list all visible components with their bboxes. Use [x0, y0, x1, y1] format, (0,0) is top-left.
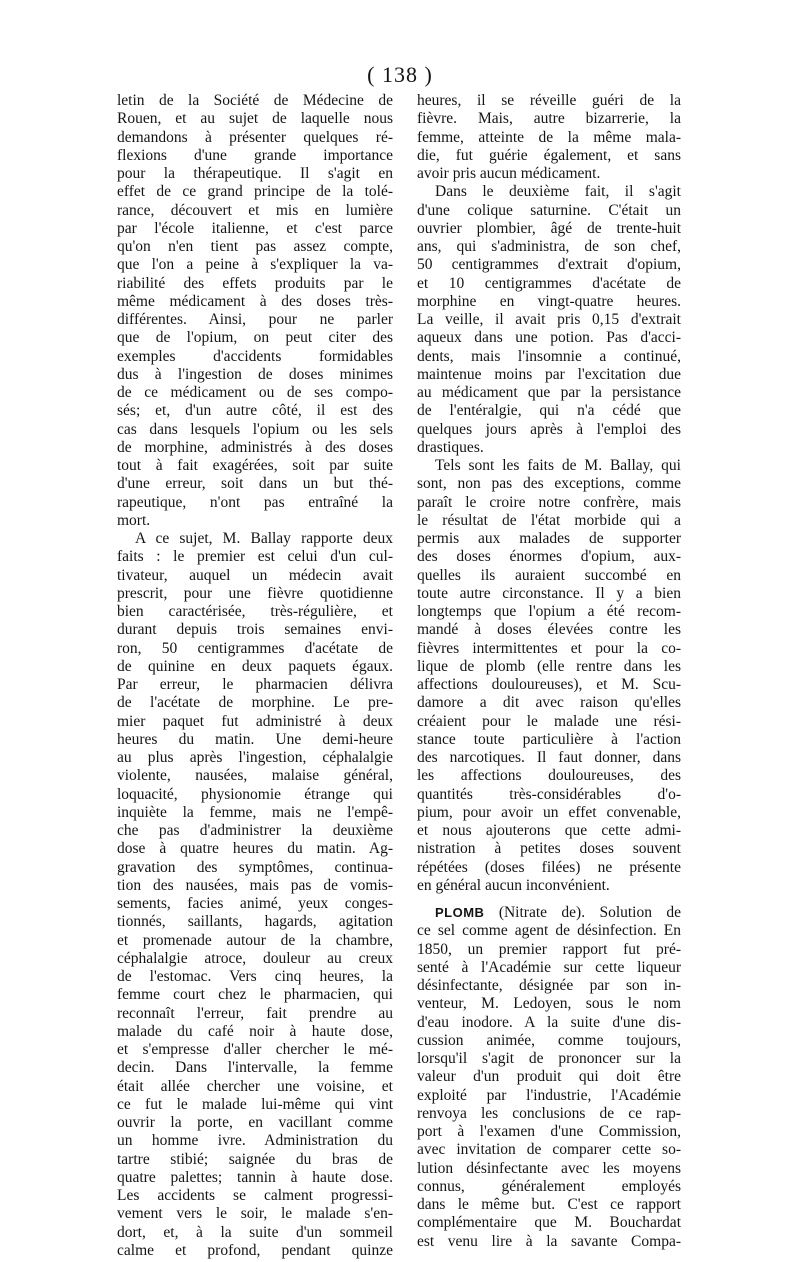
text-line: toute autre circonstance. Il y a bien — [417, 584, 681, 602]
text-line: femme, atteinte de la même mala- — [417, 128, 681, 146]
text-line: Rouen, et au sujet de laquelle nous — [117, 110, 393, 128]
text-line: tout à fait exagérées, soit par suite — [117, 457, 393, 474]
text-line: dus à l'ingestion de doses minimes — [117, 365, 393, 383]
text-line: de l'entéralgie, qui n'a cédé que — [417, 402, 681, 420]
text-line: des narcotiques. Il faut donner, dans — [417, 749, 681, 766]
page-number: ( 138 ) — [367, 62, 433, 87]
text-line: et 10 centigrammes d'acétate de — [417, 274, 681, 292]
text-line: ouvrier plombier, âgé de trente-huit — [417, 219, 681, 237]
text-line: tartre stibié; saignée du bras de — [117, 1150, 393, 1168]
text-line: mandé à doses élevées contre les — [417, 621, 681, 639]
text-line — [417, 904, 681, 922]
text-line: Dans le deuxième fait, il s'agit — [435, 183, 681, 201]
text-line: bien caractérisée, très-régulière, et — [117, 603, 393, 620]
text-line: maintenue moins par l'excitation due — [417, 365, 681, 383]
text-line: un homme ivre. Administration du — [117, 1132, 393, 1150]
text-line: rance, découvert et mis en lumière — [117, 201, 393, 219]
text-line: A ce sujet, M. Ballay rapporte deux — [135, 530, 393, 547]
text-line: loquacité, physionomie étrange qui — [117, 785, 393, 803]
text-line: avoir pris aucun médicament. — [417, 165, 601, 182]
text-line: tionnés, saillants, hagards, agitation — [117, 913, 393, 931]
text-line: effet de ce grand principe de la tolé- — [117, 183, 393, 201]
text-line: fièvre. Mais, autre bizarrerie, la — [417, 110, 681, 128]
text-line: demandons à présenter quelques ré- — [117, 128, 393, 146]
text-line: violente, nausées, malaise général, — [117, 767, 393, 785]
text-line: decin. Dans l'intervalle, la femme — [117, 1059, 393, 1077]
text-line: sont, non pas des exceptions, comme — [417, 475, 681, 493]
text-line: en général aucun inconvénient. — [417, 876, 610, 894]
text-line: d'eau inodore. A la suite d'une dis- — [417, 1013, 681, 1031]
text-line: et s'empresse d'aller chercher le mé- — [117, 1041, 393, 1058]
text-line: les affections douloureuses, des — [417, 767, 681, 785]
text-line: même médicament à des doses très- — [117, 292, 393, 310]
text-line: 50 centigrammes d'extrait d'opium, — [417, 256, 681, 274]
text-line: mort. — [117, 511, 151, 529]
text-line: désinfectante, désignée par son in- — [417, 977, 681, 994]
text-line: lorsqu'il s'agit de prononcer sur la — [417, 1050, 681, 1067]
text-line: faits : le premier est celui d'un cul- — [117, 548, 393, 566]
text-line: mier paquet fut administré à deux — [117, 712, 393, 730]
text-line: est venu lire à la savante Compa- — [417, 1232, 681, 1250]
text-line: répétées (doses filées) ne présente — [417, 858, 681, 876]
text-line: différentes. Ainsi, pour ne parler — [117, 311, 393, 328]
text-line: prescrit, pour une fièvre quotidienne — [117, 584, 393, 602]
text-line: cussion animée, comme toujours, — [417, 1031, 681, 1049]
text-line: flexions d'une grande importance — [117, 146, 393, 164]
text-line: pour la thérapeutique. Il s'agit en — [117, 165, 393, 182]
text-line: letin de la Société de Médecine de — [117, 92, 393, 109]
text-line: céphalalgie atroce, douleur au creux — [117, 949, 393, 967]
text-line: riabilité des effets produits par le — [117, 274, 393, 292]
text-line: affections douloureuses), et M. Scu- — [417, 676, 681, 693]
text-line: ouvrir la porte, en vacillant comme — [117, 1114, 393, 1131]
text-line: rapeutique, n'ont pas entraîné la — [117, 493, 393, 511]
text-line: exploité par l'industrie, l'Académie — [417, 1086, 681, 1104]
text-line: quelques jours après à l'emploi des — [417, 420, 681, 438]
text-line: dans le même but. C'est ce rapport — [417, 1196, 681, 1213]
text-line: était allée chercher une voisine, et — [117, 1077, 393, 1095]
text-line: sés; et, d'un autre côté, il est des — [117, 402, 393, 420]
text-line: damore a dit avec raison qu'elles — [417, 694, 681, 712]
text-line: quantités très-considérables d'o- — [417, 785, 681, 803]
text-line: che pas d'administrer la deuxième — [117, 822, 393, 839]
left-column — [117, 92, 393, 1260]
text-line: Tels sont les faits de M. Ballay, qui — [435, 457, 681, 474]
text-line: exemples d'accidents formidables — [117, 347, 393, 365]
text-line: port à l'examen d'une Commission, — [417, 1123, 681, 1140]
text-line: lique de plomb (elle rentre dans les — [417, 657, 681, 675]
text-line: ron, 50 centigrammes d'acétate de — [117, 639, 393, 657]
text-line: quelles ils auraient succombé en — [417, 566, 681, 584]
text-line: longtemps que l'opium a été recom- — [417, 603, 681, 620]
text-line: dents, mais l'insomnie a continué, — [417, 347, 681, 365]
text-line: calme et profond, pendant quinze — [117, 1241, 393, 1259]
text-line: avec invitation de comparer cette so- — [417, 1141, 681, 1159]
text-line: ce fut le malade lui-même qui vint — [117, 1095, 393, 1113]
text-line: d'une colique saturnine. C'était un — [417, 201, 681, 219]
text-line: d'une erreur, soit dans un but thé- — [117, 475, 393, 493]
text-line: dose à quatre heures du matin. Ag- — [117, 840, 393, 858]
text-line: nistration à petites doses souvent — [417, 840, 681, 858]
text-line: senté à l'Académie sur cette liqueur — [417, 958, 681, 976]
text-line: 1850, un premier rapport fut pré- — [417, 940, 681, 958]
text-line: de quinine en deux paquets égaux. — [117, 657, 393, 675]
text-line: inquiète la femme, mais ne l'empê- — [117, 803, 393, 821]
text-line: au médicament que par la persistance — [417, 384, 681, 401]
text-line: femme court chez le pharmacien, qui — [117, 986, 393, 1004]
text-line: heures, il se réveille guéri de la — [417, 92, 681, 109]
text-line: paraît le croire notre confrère, mais — [417, 493, 681, 511]
text-line: de ce médicament ou de ses compo- — [117, 384, 393, 401]
text-line: par l'école italienne, et c'est parce — [117, 219, 393, 237]
text-line: tion des nausées, mais pas de vomis- — [117, 876, 393, 894]
text-line: morphine en vingt-quatre heures. — [417, 292, 681, 310]
text-line: sements, facies animé, yeux conges- — [117, 895, 393, 912]
text-line: et nous ajouterons que cette admi- — [417, 822, 681, 839]
text-line: ans, qui s'administra, de son chef, — [417, 238, 681, 255]
text-line: que de l'opium, on peut citer des — [117, 329, 393, 347]
text-line: gravation des symptômes, continua- — [117, 858, 393, 876]
text-line: renvoya les conclusions de ce rap- — [417, 1104, 681, 1122]
text-line: de l'acétate de morphine. Le pre- — [117, 694, 393, 712]
text-line: des doses énormes d'opium, aux- — [417, 548, 681, 566]
section-spacer — [417, 895, 681, 904]
text-line: durant depuis trois semaines envi- — [117, 621, 393, 639]
text-line: de l'estomac. Vers cinq heures, la — [117, 968, 393, 985]
text-line: tivateur, auquel un médecin avait — [117, 566, 393, 584]
text-line: fièvres intermittentes et pour la co- — [417, 639, 681, 657]
text-line: le résultat de l'état morbide qui a — [417, 511, 681, 529]
text-line: aqueux dans une potion. Pas d'acci- — [417, 329, 681, 347]
text-line: drastiques. — [417, 438, 484, 456]
text-line: valeur d'un produit qui doit être — [417, 1068, 681, 1086]
entry-heading: PLOMB — [435, 905, 485, 920]
text-line: pium, pour avoir un effet convenable, — [417, 803, 681, 821]
text-line: malade du café noir à haute dose, — [117, 1022, 393, 1040]
text-line: La veille, il avait pris 0,15 d'extrait — [417, 311, 681, 328]
text-line: que l'on a peine à s'expliquer la va- — [117, 256, 393, 274]
text-line: stance toute particulière à l'action — [417, 730, 681, 748]
text-line: au plus après l'ingestion, céphalalgie — [117, 749, 393, 766]
text-line: quatre palettes; tannin à haute dose. — [117, 1168, 393, 1186]
text-line: qu'on n'en tient pas assez compte, — [117, 238, 393, 255]
text-line: dort, et, à la suite d'un sommeil — [117, 1223, 393, 1241]
text-line: ce sel comme agent de désinfection. En — [417, 922, 681, 940]
text-line: et promenade autour de la chambre, — [117, 931, 393, 949]
text-line: Les accidents se calment progressi- — [117, 1187, 393, 1204]
text-line: créaient pour le malade une rési- — [417, 712, 681, 730]
text-line: complémentaire que M. Bouchardat — [417, 1214, 681, 1232]
text-line: de morphine, administrés à des doses — [117, 438, 393, 456]
text-line: die, fut guérie également, et sans — [417, 146, 681, 164]
text-line: lution désinfectante avec les moyens — [417, 1159, 681, 1177]
text-line: heures du matin. Une demi-heure — [117, 730, 393, 748]
text-line: venteur, M. Ledoyen, sous le nom — [417, 995, 681, 1013]
right-column — [417, 92, 681, 1251]
text-line: Par erreur, le pharmacien délivra — [117, 676, 393, 693]
text-line: vement vers le soir, le malade s'en- — [117, 1205, 393, 1223]
text-line: cas dans lesquels l'opium ou les sels — [117, 420, 393, 438]
text-line: connus, généralement employés — [417, 1177, 681, 1195]
text-line-rest: (Nitrate de). Solution de — [484, 904, 681, 921]
text-line: reconnaît l'erreur, fait prendre au — [117, 1004, 393, 1022]
text-line: permis aux malades de supporter — [417, 530, 681, 547]
